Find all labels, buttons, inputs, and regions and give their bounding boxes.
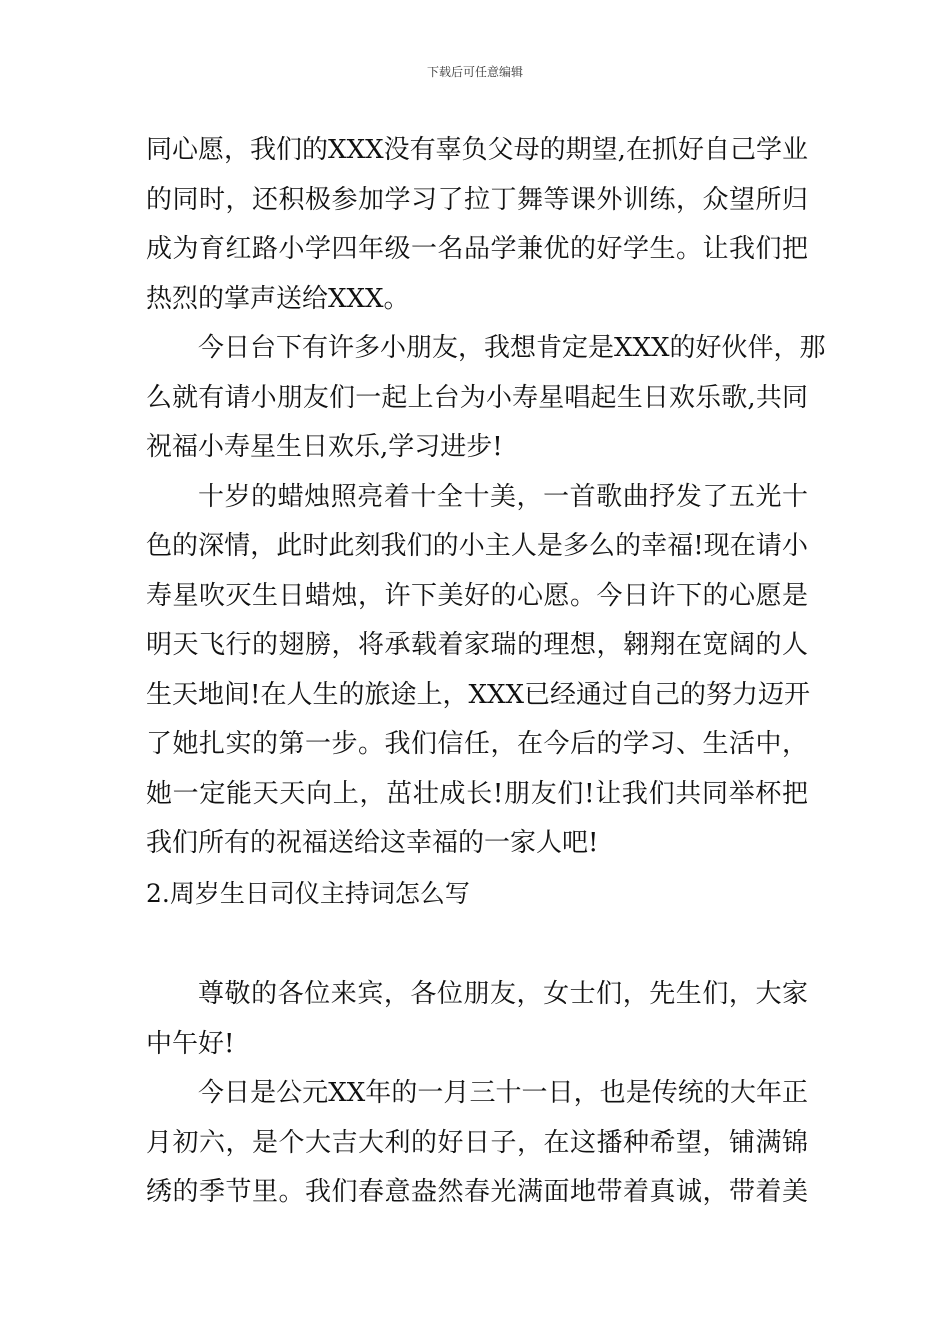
text-line: 生天地间!在人生的旅途上，XXX已经通过自己的努力迈开 <box>146 679 810 710</box>
section-heading: 2.周岁生日司仪主持词怎么写 <box>146 878 470 908</box>
text-line: 十岁的蜡烛照亮着十全十美，一首歌曲抒发了五光十 <box>198 481 808 512</box>
text-line: 了她扎实的第一步。我们信任，在今后的学习、生活中， <box>146 729 808 759</box>
text-line: 同心愿，我们的XXX没有辜负父母的期望,在抓好自己学业 <box>146 135 808 165</box>
text-line: 明天飞行的翅膀，将承载着家瑞的理想，翱翔在宽阔的人 <box>146 630 808 660</box>
text-line: 的同时，还积极参加学习了拉丁舞等课外训练，众望所归 <box>146 184 808 215</box>
text-line: 祝福小寿星生日欢乐,学习进步! <box>146 432 503 462</box>
text-line: 成为育红路小学四年级一名品学兼优的好学生。让我们把 <box>146 234 808 264</box>
text-line: 中午好! <box>146 1028 235 1059</box>
text-line: 我们所有的祝福送给这幸福的一家人吧! <box>146 828 599 858</box>
text-line: 热烈的掌声送给XXX。 <box>146 283 410 314</box>
document-body <box>146 126 826 1218</box>
text-line: 寿星吹灭生日蜡烛，许下美好的心愿。今日许下的心愿是 <box>146 580 808 611</box>
text-line: 色的深情，此时此刻我们的小主人是多么的幸福!现在请小 <box>146 531 808 561</box>
text-line: 月初六，是个大吉大利的好日子，在这播种希望，铺满锦 <box>146 1127 808 1158</box>
text-line: 她一定能天天向上，茁壮成长!朋友们!让我们共同举杯把 <box>146 778 808 809</box>
page-header: 下载后可任意编辑 <box>426 65 523 79</box>
text-line: 绣的季节里。我们春意盎然春光满面地带着真诚，带着美 <box>146 1177 808 1207</box>
text-line: 尊敬的各位来宾，各位朋友，女士们，先生们，大家 <box>198 979 808 1009</box>
text-line: 今日是公元XX年的一月三十一日，也是传统的大年正 <box>198 1078 808 1108</box>
text-line: 今日台下有许多小朋友，我想肯定是XXX的好伙伴，那 <box>198 333 826 363</box>
blank-spacer <box>146 918 808 970</box>
text-line: 么就有请小朋友们一起上台为小寿星唱起生日欢乐歌,共同 <box>146 382 808 413</box>
